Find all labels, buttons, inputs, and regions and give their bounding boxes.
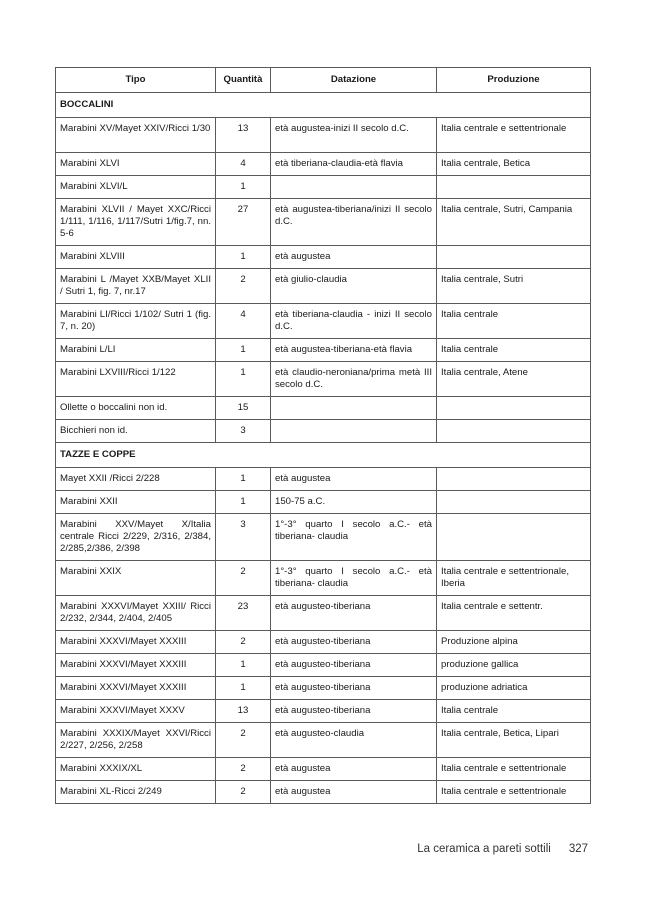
cell-datazione: età augusteo-claudia [271,723,437,758]
cell-datazione: età giulio-claudia [271,269,437,304]
table-row [56,561,591,596]
cell-datazione: età augusteo-tiberiana [271,654,437,677]
cell-quantita: 2 [216,723,271,758]
cell-tipo: Marabini XXIX [56,561,216,596]
table-row [56,269,591,304]
cell-quantita: 3 [216,514,271,561]
table-row [56,677,591,700]
table-row [56,596,591,631]
table-row [56,654,591,677]
cell-quantita: 4 [216,304,271,339]
page-number: 327 [568,843,588,855]
cell-produzione: Italia centrale e settentrionale, Iberia [437,561,591,596]
cell-produzione: Italia centrale e settentrionale [437,118,591,153]
cell-quantita: 1 [216,176,271,199]
table-row [56,491,591,514]
cell-tipo: Marabini XV/Mayet XXIV/Ricci 1/30 [56,118,216,153]
cell-datazione: età augustea [271,468,437,491]
cell-tipo: Marabini XLVI/L [56,176,216,199]
cell-tipo: Marabini L /Mayet XXB/Mayet XLII / Sutri 1, fig. 7, nr.17 [56,269,216,304]
cell-tipo: Marabini XXXIX/XL [56,758,216,781]
section-title: BOCCALINI [56,93,591,118]
cell-produzione: Italia centrale e settentrionale [437,781,591,804]
cell-datazione [271,397,437,420]
cell-quantita: 1 [216,339,271,362]
cell-tipo: Marabini XL-Ricci 2/249 [56,781,216,804]
cell-produzione: Italia centrale [437,339,591,362]
cell-quantita: 1 [216,654,271,677]
table-row [56,304,591,339]
table-row [56,420,591,443]
table-body [56,93,591,804]
cell-datazione: età augustea [271,246,437,269]
cell-quantita: 2 [216,781,271,804]
cell-produzione [437,491,591,514]
cell-tipo: Marabini XXXVI/Mayet XXXIII [56,654,216,677]
cell-produzione [437,420,591,443]
cell-produzione [437,514,591,561]
cell-tipo: Marabini LXVIII/Ricci 1/122 [56,362,216,397]
cell-tipo: Marabini XXXVI/Mayet XXXIII [56,677,216,700]
cell-quantita: 1 [216,362,271,397]
cell-tipo: Mayet XXII /Ricci 2/228 [56,468,216,491]
cell-produzione: produzione gallica [437,654,591,677]
table-row [56,397,591,420]
cell-datazione: età tiberiana-claudia-età flavia [271,153,437,176]
cell-quantita: 4 [216,153,271,176]
cell-tipo: Marabini XLVIII [56,246,216,269]
cell-quantita: 2 [216,631,271,654]
cell-quantita: 2 [216,758,271,781]
cell-tipo: Bicchieri non id. [56,420,216,443]
header-tipo: Tipo [56,68,216,93]
table-row [56,118,591,153]
cell-datazione: età augusteo-tiberiana [271,677,437,700]
table-header-row [56,68,591,93]
cell-tipo: Marabini XXXVI/Mayet XXXIII [56,631,216,654]
cell-produzione: Produzione alpina [437,631,591,654]
cell-produzione [437,468,591,491]
cell-quantita: 23 [216,596,271,631]
table-row [56,339,591,362]
cell-produzione [437,176,591,199]
cell-produzione: Italia centrale, Betica, Lipari [437,723,591,758]
cell-quantita: 1 [216,677,271,700]
cell-produzione: Italia centrale e settentrionale [437,758,591,781]
cell-datazione [271,420,437,443]
page-footer [417,843,588,855]
cell-tipo: Marabini LI/Ricci 1/102/ Sutri 1 (fig. 7, n. 20) [56,304,216,339]
cell-datazione: età augustea-inizi II secolo d.C. [271,118,437,153]
cell-produzione [437,397,591,420]
table-row [56,153,591,176]
cell-produzione: Italia centrale, Betica [437,153,591,176]
cell-quantita: 3 [216,420,271,443]
cell-produzione: Italia centrale, Sutri, Campania [437,199,591,246]
cell-quantita: 1 [216,246,271,269]
cell-datazione: 1°-3° quarto I secolo a.C.- età tiberiana- claudia [271,561,437,596]
table-row [56,723,591,758]
cell-quantita: 27 [216,199,271,246]
cell-tipo: Ollette o boccalini non id. [56,397,216,420]
table-row [56,700,591,723]
cell-tipo: Marabini XXXIX/Mayet XXVI/Ricci 2/227, 2/256, 2/258 [56,723,216,758]
cell-quantita: 13 [216,118,271,153]
cell-datazione: 150-75 a.C. [271,491,437,514]
cell-datazione [271,176,437,199]
table-row [56,514,591,561]
cell-tipo: Marabini XLVI [56,153,216,176]
cell-produzione: produzione adriatica [437,677,591,700]
running-title: La ceramica a pareti sottili [417,843,551,855]
cell-quantita: 2 [216,561,271,596]
table-row [56,176,591,199]
cell-quantita: 1 [216,491,271,514]
cell-quantita: 1 [216,468,271,491]
cell-datazione: età augustea [271,781,437,804]
table-row [56,758,591,781]
cell-tipo: Marabini XXII [56,491,216,514]
cell-quantita: 15 [216,397,271,420]
table-row [56,781,591,804]
cell-quantita: 13 [216,700,271,723]
cell-datazione: età claudio-neroniana/prima metà III secolo d.C. [271,362,437,397]
cell-produzione [437,246,591,269]
table-row [56,631,591,654]
section-row [56,443,591,468]
table-row [56,199,591,246]
header-quantita: Quantità [216,68,271,93]
cell-datazione: età augustea [271,758,437,781]
cell-tipo: Marabini XLVII / Mayet XXC/Ricci 1/111, 1/116, 1/117/Sutri 1/fig.7, nn. 5-6 [56,199,216,246]
cell-tipo: Marabini L/LI [56,339,216,362]
table-row [56,246,591,269]
header-datazione: Datazione [271,68,437,93]
cell-datazione: età augusteo-tiberiana [271,631,437,654]
cell-produzione: Italia centrale [437,304,591,339]
table-row [56,362,591,397]
table-row [56,468,591,491]
cell-produzione: Italia centrale, Sutri [437,269,591,304]
cell-datazione: età augusteo-tiberiana [271,700,437,723]
ceramics-table [55,67,591,804]
cell-produzione: Italia centrale, Atene [437,362,591,397]
section-row [56,93,591,118]
cell-produzione: Italia centrale e settentr. [437,596,591,631]
cell-datazione: età augustea-tiberiana-età flavia [271,339,437,362]
cell-datazione: età tiberiana-claudia - inizi II secolo d.C. [271,304,437,339]
cell-tipo: Marabini XXXVI/Mayet XXIII/ Ricci 2/232, 2/344, 2/404, 2/405 [56,596,216,631]
cell-produzione: Italia centrale [437,700,591,723]
section-title: TAZZE E COPPE [56,443,591,468]
header-produzione: Produzione [437,68,591,93]
cell-datazione: 1°-3° quarto I secolo a.C.- età tiberiana- claudia [271,514,437,561]
cell-datazione: età augusteo-tiberiana [271,596,437,631]
cell-quantita: 2 [216,269,271,304]
cell-tipo: Marabini XXV/Mayet X/Italia centrale Ricci 2/229, 2/316, 2/384, 2/285,2/386, 2/398 [56,514,216,561]
cell-tipo: Marabini XXXVI/Mayet XXXV [56,700,216,723]
cell-datazione: età augustea-tiberiana/inizi II secolo d.C. [271,199,437,246]
